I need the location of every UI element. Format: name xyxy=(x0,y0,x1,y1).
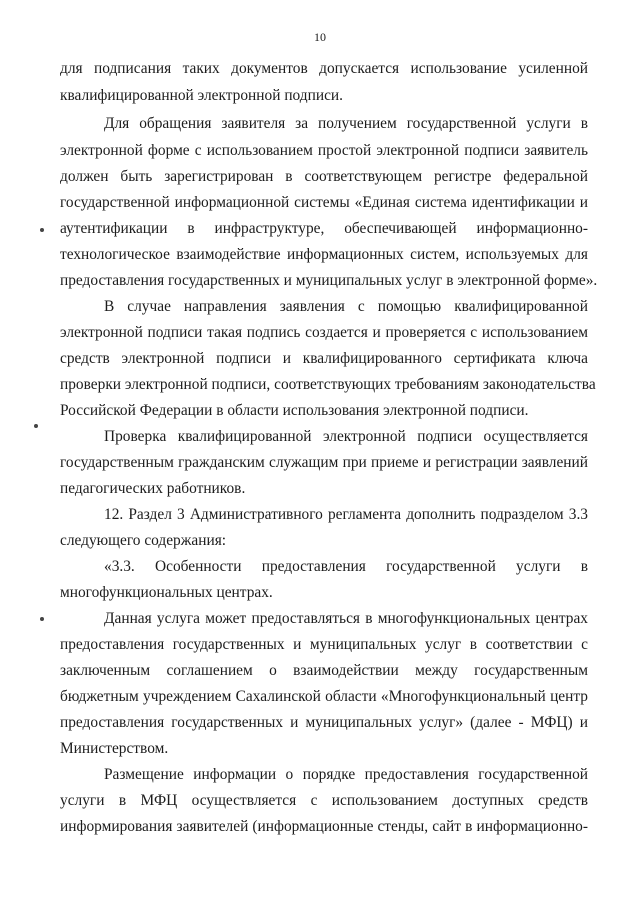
text-line: государственным гражданским служащим при приеме и регистрации заявлений xyxy=(60,454,588,471)
text-line: следующего содержания: xyxy=(60,532,227,549)
text-line: Размещение информации о порядке предоставления государственной xyxy=(104,766,588,783)
text-line: для подписания таких документов допускается использование усиленной xyxy=(60,60,588,77)
text-line: предоставления государственных и муниципальных услуг» (далее - МФЦ) и xyxy=(60,714,588,731)
text-line: аутентификации в инфраструктуре, обеспечивающей информационно- xyxy=(60,220,588,237)
page-number: 10 xyxy=(314,30,326,44)
text-line: квалифицированной электронной подписи. xyxy=(60,87,344,104)
text-line: предоставления государственных и муниципальных услуг в соответствии с xyxy=(60,636,588,653)
text-line: многофункциональных центрах. xyxy=(60,584,273,601)
text-line: предоставления государственных и муниципальных услуг в электронной форме». xyxy=(60,272,598,289)
text-line: электронной подписи такая подпись создается и проверяется с использованием xyxy=(60,324,588,341)
scan-mark xyxy=(40,617,44,621)
text-line: «3.3. Особенности предоставления государственной услуги в xyxy=(104,558,588,575)
text-line: государственной информационной системы «Единая система идентификации и xyxy=(60,194,588,211)
text-line: Для обращения заявителя за получением государственной услуги в xyxy=(104,115,588,132)
text-line: Министерством. xyxy=(60,740,169,757)
text-line: технологическое взаимодействие информационных систем, используемых для xyxy=(60,246,588,263)
text-line: услуги в МФЦ осуществляется с использованием доступных средств xyxy=(60,792,588,809)
scan-mark xyxy=(34,424,38,428)
text-line: педагогических работников. xyxy=(60,480,246,497)
text-line: электронной форме с использованием простой электронной подписи заявитель xyxy=(60,142,588,159)
scan-mark xyxy=(40,228,44,232)
text-line: заключенным соглашением о взаимодействии между государственным xyxy=(60,662,588,679)
text-line: средств электронной подписи и квалифицированного сертификата ключа xyxy=(60,350,588,367)
text-line: проверки электронной подписи, соответствующих требованиям законодательства xyxy=(60,376,596,393)
text-line: 12. Раздел 3 Административного регламента дополнить подразделом 3.3 xyxy=(104,506,588,523)
text-line: Российской Федерации в области использования электронной подписи. xyxy=(60,402,529,419)
text-line: бюджетным учреждением Сахалинской области «Многофункциональный центр xyxy=(60,688,588,705)
text-line: информирования заявителей (информационные стенды, сайт в информационно- xyxy=(60,818,588,835)
text-line: Проверка квалифицированной электронной подписи осуществляется xyxy=(104,428,588,445)
text-line: В случае направления заявления с помощью квалифицированной xyxy=(104,298,588,315)
text-line: должен быть зарегистрирован в соответствующем регистре федеральной xyxy=(60,168,588,185)
text-line: Данная услуга может предоставляться в многофункциональных центрах xyxy=(104,610,588,627)
